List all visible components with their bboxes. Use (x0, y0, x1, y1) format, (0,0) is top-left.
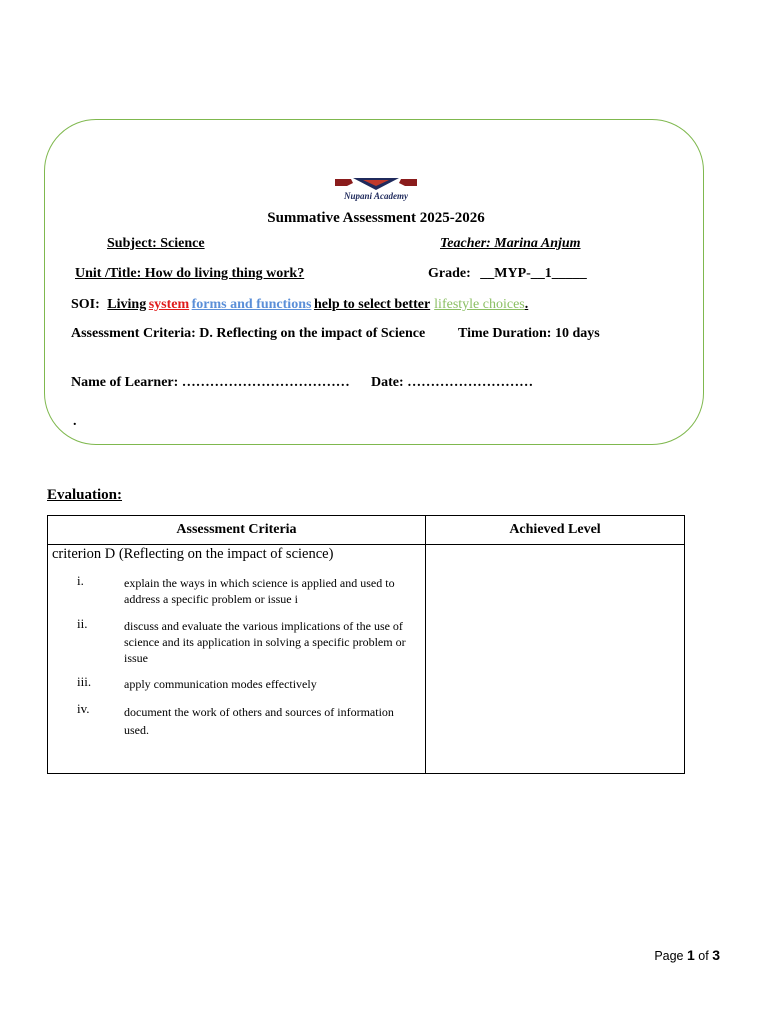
page-total: 3 (712, 947, 720, 963)
list-item: apply communication modes effectively (124, 677, 317, 691)
assessment-table (47, 515, 685, 774)
item-number: iii. (77, 674, 92, 689)
page-current: 1 (687, 947, 695, 963)
soi-end: . (524, 297, 529, 312)
assessment-criteria: Assessment Criteria: D. Reflecting on the impact of Science (71, 326, 426, 341)
soi-lifestyle: lifestyle choices (434, 297, 525, 312)
header-frame (44, 119, 704, 445)
soi-row (71, 297, 528, 313)
of-word: of (698, 949, 709, 963)
date-field: Date: ……………………… (371, 375, 534, 390)
learner-name-field: Name of Learner: ……………………………… (71, 375, 350, 390)
col-achieved-level: Achieved Level (426, 516, 685, 545)
item-number: i. (77, 573, 84, 588)
time-duration: Time Duration: 10 days (458, 326, 600, 341)
list-item: explain the ways in which science is applied and used to address a specific problem or issue i (124, 576, 395, 606)
list-item: discuss and evaluate the various implications of the use of science and its application in solving a specific problem or issue (124, 619, 406, 665)
col-assessment-criteria: Assessment Criteria (48, 516, 426, 545)
item-number: iv. (77, 701, 90, 716)
page-word: Page (654, 949, 684, 963)
achieved-level-cell[interactable] (426, 545, 685, 774)
page-number (654, 947, 720, 963)
soi-forms: forms and functions (191, 297, 312, 312)
teacher-label: Teacher: Marina Anjum (440, 236, 581, 251)
item-number: ii. (77, 616, 88, 631)
logo-emblem-icon (333, 177, 419, 191)
unit-title: Unit /Title: How do living thing work? (75, 266, 305, 281)
evaluation-heading: Evaluation: (47, 487, 123, 503)
grade-value: __MYP-__1_____ (480, 266, 587, 281)
table-header-row (48, 516, 685, 545)
list-item: document the work of others and sources of information used. (124, 705, 394, 737)
grade-label: Grade: (428, 266, 471, 281)
criteria-cell (48, 545, 426, 774)
soi-system: system (148, 297, 190, 312)
soi-living: Living (107, 297, 147, 312)
document-title: Summative Assessment 2025-2026 (267, 210, 485, 226)
grade-row (428, 266, 587, 282)
logo-text: Nupani Academy (344, 191, 408, 201)
soi-label: SOI: (71, 297, 100, 312)
criterion-heading: criterion D (Reflecting on the impact of science) (52, 546, 334, 562)
academy-logo (333, 177, 419, 203)
subject-label: Subject: Science (107, 236, 205, 251)
table-row (48, 545, 685, 774)
trailing-dot: . (73, 414, 77, 429)
soi-help: help to select better (313, 297, 431, 312)
